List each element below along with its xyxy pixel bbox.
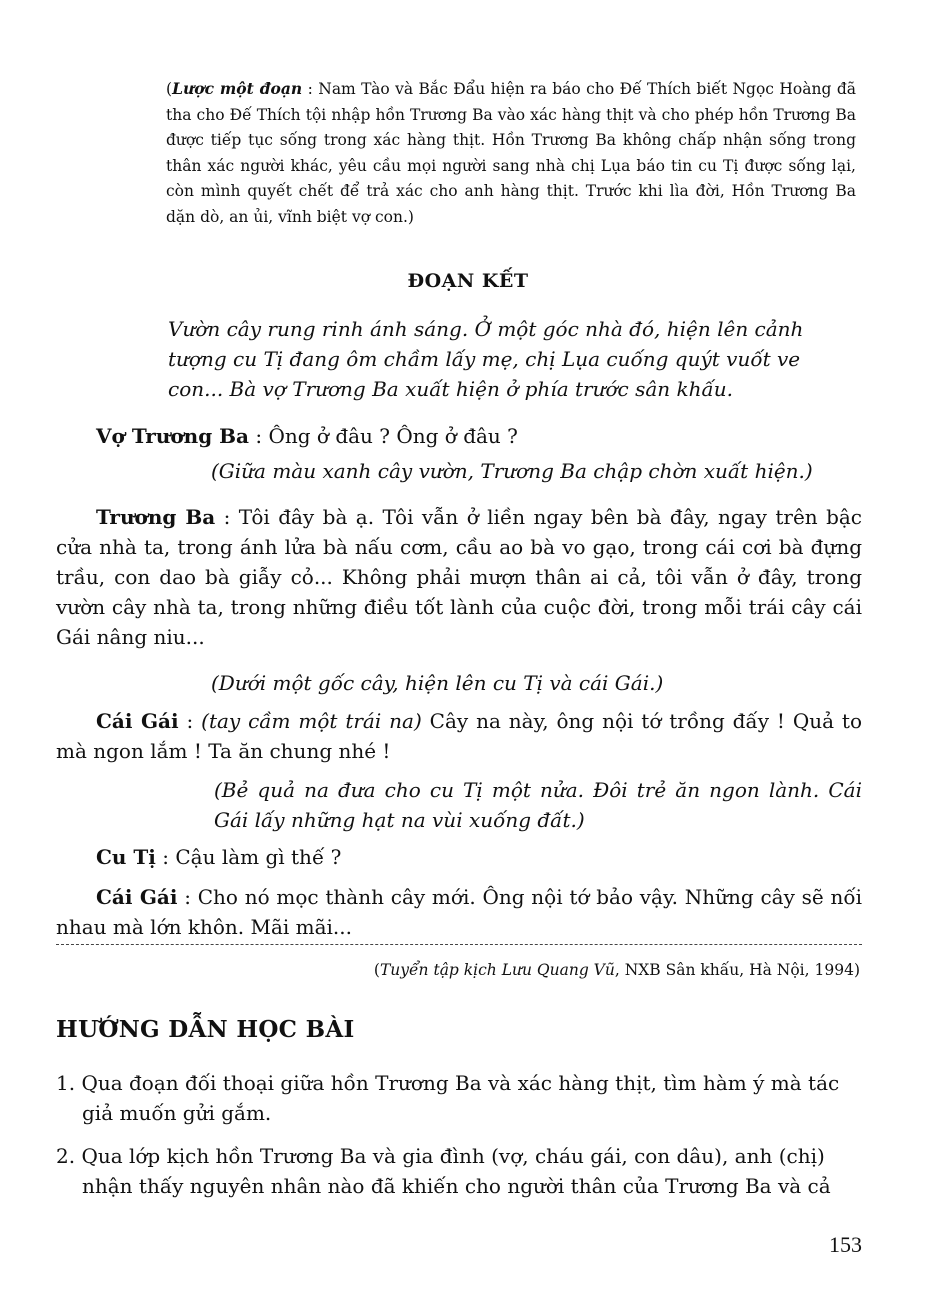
divider-rule [56, 944, 862, 945]
speaker-name: Cái Gái [96, 709, 179, 733]
stage-direction-intro: Vườn cây rung rinh ánh sáng. Ở một góc nhà đó, hiện lên cảnh tượng cu Tị đang ôm chầm lấy mẹ, chị Lụa cuống quýt vuốt ve con... Bà vợ Trương Ba xuất hiện ở phía trước sân khấu. [168, 317, 804, 401]
citation-book-title: Tuyển tập kịch Lưu Quang Vũ [379, 961, 615, 979]
summary-text: : Nam Tào và Bắc Đẩu hiện ra báo cho Đế Thích biết Ngọc Hoàng đã tha cho Đế Thích tội nhập hồn Trương Ba vào xác hàng thịt và cho phép hồn Trương Ba được tiếp tục sống trong xác hàng thịt. Hồn Trương Ba không chấp nhận sống trong thân xác người khác, yêu cầu mọi người sang nhà chị Lụa báo tin cu Tị được sống lại, còn mình quyết chết để trả xác cho anh hàng thịt. Trước khi lìa đời, Hồn Trương Ba dặn dò, an ủi, vĩnh biệt vợ con.) [166, 80, 856, 226]
section-title: ĐOẠN KẾT [407, 270, 529, 292]
dialogue-line-cu-ti [96, 842, 876, 872]
study-guide-title: HƯỚNG DẪN HỌC BÀI [56, 1016, 355, 1043]
dialogue-text: : Ông ở đâu ? Ông ở đâu ? [249, 424, 518, 448]
omitted-passage-summary: (Lược một đoạn : Nam Tào và Bắc Đẩu hiện ra báo cho Đế Thích biết Ngọc Hoàng đã tha cho Đế Thích tội nhập hồn Trương Ba vào xác hàng thịt và cho phép hồn Trương Ba được tiếp tục sống trong xác hàng thịt. Hồn Trương Ba không chấp nhận sống trong thân xác người khác, yêu cầu mọi người sang nhà chị Lụa báo tin cu Tị được sống lại, còn mình quyết chết để trả xác cho anh hàng thịt. Trước khi lìa đời, Hồn Trương Ba dặn dò, an ủi, vĩnh biệt vợ con.) [166, 79, 856, 226]
summary-label: Lược một đoạn [172, 79, 303, 98]
dialogue-line-wife [96, 421, 876, 451]
dialogue-text: : Tôi đây bà ạ. Tôi vẫn ở liền ngay bên bà đây, ngay trên bậc cửa nhà ta, trong ánh lửa bà nấu cơm, cầu ao bà vo gạo, trong cái cơi bà đựng trầu, con dao bà giẫy cỏ... Không phải mượn thân ai cả, tôi vẫn ở đây, trong vườn cây nhà ta, trong những điều tốt lành của cuộc đời, trong mỗi trái cây cái Gái nâng niu... [56, 505, 862, 649]
speaker-name: Vợ Trương Ba [96, 424, 250, 448]
study-question-1: 1. Qua đoạn đối thoại giữa hồn Trương Ba và xác hàng thịt, tìm hàm ý mà tác giả muốn gửi gắm. [56, 1071, 840, 1125]
citation-publisher: , NXB Sân khấu, Hà Nội, 1994) [614, 961, 860, 979]
speaker-name: Cu Tị [96, 845, 156, 869]
study-question-2: 2. Qua lớp kịch hồn Trương Ba và gia đình (vợ, cháu gái, con dâu), anh (chị) nhận thấy nguyên nhân nào đã khiến cho người thân của Trương Ba và cả [56, 1144, 831, 1198]
speaker-name: Trương Ba [96, 505, 216, 529]
citation-open: ( [373, 961, 380, 979]
stage-direction: (Bẻ quả na đưa cho cu Tị một nửa. Đôi trẻ ăn ngon lành. Cái Gái lấy những hạt na vùi xuống đất.) [214, 778, 862, 832]
dialogue-line-cai-gai: Cái Gái : (tay cầm một trái na) Cây na này, ông nội tớ trồng đấy ! Quả to mà ngon lắm ! Ta ăn chung nhé ! [56, 709, 863, 763]
dialogue-text: Cây na này, ông nội tớ trồng đấy ! Quả to mà ngon lắm ! Ta ăn chung nhé ! [56, 709, 863, 763]
dialogue-text: : Cho nó mọc thành cây mới. Ông nội tớ bảo vậy. Những cây sẽ nối nhau mà lớn khôn. Mãi mãi... [56, 885, 863, 939]
page-number: 153 [829, 1232, 862, 1257]
source-citation [374, 958, 860, 982]
dialogue-text: : Cậu làm gì thế ? [155, 845, 342, 869]
stage-direction: (Giữa màu xanh cây vườn, Trương Ba chập chờn xuất hiện.) [211, 459, 813, 483]
stage-direction: (Dưới một gốc cây, hiện lên cu Tị và cái Gái.) [211, 671, 664, 695]
dialogue-line-truong-ba [56, 502, 862, 652]
inline-stage-direction: (tay cầm một trái na) [201, 709, 422, 733]
speaker-name: Cái Gái [96, 885, 178, 909]
dialogue-line-cai-gai-2 [56, 882, 862, 942]
